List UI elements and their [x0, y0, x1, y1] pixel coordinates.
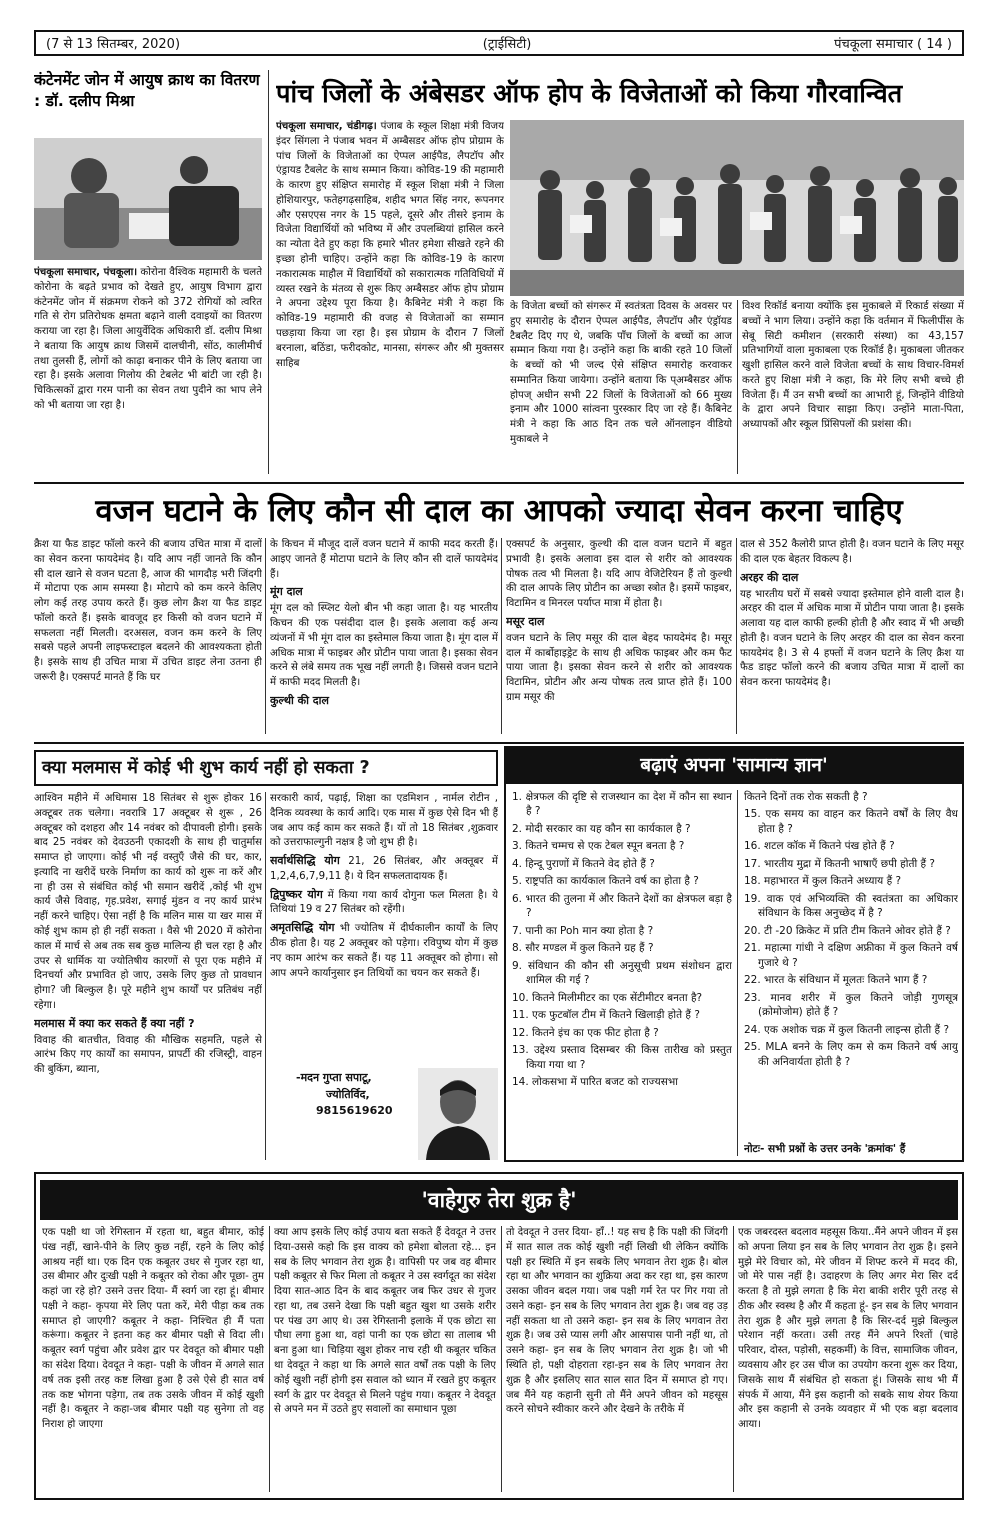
gk-question: 7. पानी का Poh मान क्या होता है ? [512, 924, 654, 937]
author-name: -मदन गुप्ता सपाटू, [296, 1071, 372, 1084]
section-name: (ट्राईसिटी) [482, 37, 532, 52]
issue-date: (7 से 13 सितम्बर, 2020) [46, 37, 181, 52]
waheguru-text-4: एक जबरदस्त बदलाव महसूस किया..मैंने अपने जीवन में इस को अपना लिया इन सब के लिए भगवान तेरा शुक्र है। इसने मुझे मेरे विचार को, मेरे जीवन में शिफ्ट करने में मदद की, जो मेरे पास नहीं है। उदाहरण के लिए अगर मेरा सिर दर्द करता है तो मुझे लगता है कि मेरा बाकी शरीर पूरी तरह से ठीक और स्वस्थ है और मैं कहता हूं- इन सब के लिए भगवान तेरा शुक्र है और मुझे लगता है कि सिर-दर्द मुझे बिल्कुल परेशान नहीं करता। उसी तरह मैंने अपने रिश्तों (चाहे परिवार, दोस्त, पड़ोसी, सहकर्मी) के वित्त, सामाजिक जीवन, व्यवसाय और हर उस चीज का उपयोग करना शुरू कर दिया, जिसके साथ मैं संबंधित हो सकता हूं। जिसके साथ भी मैं संपर्क में आया, मैंने इस कहानी को सबके साथ शेयर किया और इस कहानी से उनके व्यवहार में भी एक बड़ा बदलाव आया। [738, 1227, 958, 1431]
dal-col-1 [34, 538, 262, 738]
gk-question: 24. एक अशोक चक्र में कुल कितनी लाइन्स होती हैं ? [744, 1023, 950, 1036]
hope-col-3 [742, 300, 964, 476]
waheguru-title-bar [40, 1180, 958, 1220]
malmas-subheading: मलमास में क्या कर सकते हैं क्या नहीं ? [34, 1016, 195, 1030]
page-header [34, 30, 964, 56]
malmas-headline-box [34, 750, 498, 786]
dal-headline: वजन घटाने के लिए कौन सी दाल का आपको ज्यादा सेवन करना चाहिए [95, 493, 903, 529]
ayush-headline: कंटेनमेंट जोन में आयुष क्राथ का वितरण : डॉ. दलीप मिश्रा [34, 71, 260, 110]
hope-col-2 [510, 300, 732, 476]
gk-question: 11. एक फुटबॉल टीम में कितने खिलाड़ी होते हैं ? [512, 1009, 700, 1022]
waheguru-col-4 [738, 1226, 958, 1494]
hope-text-2: के विजेता बच्चों को संगरूर में स्वतंत्रता दिवस के अवसर पर हुए समारोह के दौरान ऐप्पल आईपैड, लैपटॉप और एंड्रॉयड टैबलैट दिए गए थे, जबकि पाँच जिलों के बच्चों का आज सम्मान किया गया है। उन्होंने कहा कि बाकी रहते 10 जिलों के बच्चों को भी जल्द ऐसे संक्षिप्त समारोह करवाकर सम्मानित किया जायेगा। उन्होंने बताया कि प्अम्बैसडर ऑफ होपज् अधीन सभी 22 जिलों के विजेताओं को 66 मुख्य इनाम और 1000 सांत्वना पुरस्कार दिए जा रहे हैं। कैबिनेट मंत्री ने कहा कि आठ दिन तक चले ऑनलाइन वीडियो मुकाबले ने [510, 301, 732, 446]
gk-question: 18. महाभारत में कुल कितने अध्याय हैं ? [744, 875, 902, 888]
gk-note: नोटः- सभी प्रश्नों के उत्तर उनके 'क्रमांक' हैं [744, 1143, 906, 1155]
gk-question: 25. MLA बनने के लिए कम से कम कितने वर्ष आयु की अनिवार्यता होती है ? [744, 1041, 958, 1068]
gk-question: 22. भारत के संविधान में मूलतः कितने भाग हैं ? [744, 974, 928, 987]
amritsiddhi-text: भी ज्योतिष में दीर्घकालीन कार्यों के लिए ठीक होता है। यह 2 अक्तूबर को पड़ेगा। रविपुष्य योग में कुछ नए काम आरंभ कर सकते हैं। यह 11 अक्तूबर को होगा। सो आप अपने कार्यानुसार इन तिथियों का चयन कर सकते हैं। [270, 923, 498, 979]
author-phone: 9815619620 [316, 1104, 393, 1117]
gk-question: 15. एक समय का वाहन कर कितने वर्षों के लिए वैध होता है ? [744, 808, 958, 835]
dal-text-4b: यह भारतीय घरों में सबसे ज्यादा इस्तेमाल होने वाली दाल है। अरहर की दाल में अधिक मात्रा में प्रोटीन पाया जाता है। इसके अलावा यह दाल काफी हल्की होती है और स्वाद में भी अच्छी होती है। वजन घटाने के लिए अरहर की दाल का सेवन करना फायदेमंद है। 3 से 4 हफ्तों में वजन घटाने के लिए क्रैश या फैड डाइट फॉलो करने की बजाय उचित मात्रा में दालों का सेवन करना फायदेमंद है। [740, 588, 964, 689]
gk-question: 19. वाक एवं अभिव्यक्ति की स्वतंत्रता का अधिकार संविधान के किस अनुच्छेद में है ? [744, 892, 958, 920]
amritsiddhi-heading: अमृतसिद्धि योग [270, 921, 335, 935]
dal-text-3b: वजन घटाने के लिए मसूर की दाल बेहद फायदेमंद है। मसूर दाल में कार्बोहाइड्रेट के साथ ही अधिक फाइबर और कम फैट पाया जाता है। इसका सेवन करने से शरीर को आवश्यक विटामिन, प्रोटीन और अन्य पोषक तत्व प्राप्त होते हैं। 100 ग्राम मसूर की [506, 632, 732, 703]
gk-question: 17. भारतीय मुद्रा में कितनी भाषाएँ छपी होती हैं ? [744, 857, 935, 870]
waheguru-text-1: एक पक्षी था जो रेगिस्तान में रहता था, बहुत बीमार, कोई पंख नहीं, खाने-पीने के लिए कुछ नहीं, रहने के लिए कोई आश्रय नहीं था। एक दिन एक कबूतर उधर से गुजर रहा था, उस बीमार और दुःखी पक्षी ने कबूतर को रोका और पूछा- तुम कहां जा रहे हो? उसने उत्तर दिया- मैं स्वर्ग जा रहा हूं। बीमार पक्षी ने कहा- कृपया मेरे लिए पता करें, मेरी पीड़ा कब तक समाप्त हो जाएगी? कबूतर ने कहा- निश्चित ही मैं पता करूंगा। कबूतर ने इतना कह कर बीमार पक्षी से विदा ली। कबूतर स्वर्ग पहुंचा और प्रवेश द्वार पर देवदूत को बीमार पक्षी का संदेश दिया। देवदूत ने कहा- पक्षी के जीवन में अगले सात वर्ष तक इसी तरह कष्ट लिखा हुआ है उसे ऐसे ही सात वर्ष तक कष्ट भोगना पड़ेगा, तब तक उसके जीवन में कोई खुशी नहीं है। कबूतर ने कहा-जब बीमार पक्षी यह सुनेगा तो वह निराश हो जाएगा [42, 1227, 264, 1431]
gk-question: 4. हिन्दू पुराणों में कितने वेद होते हैं ? [512, 857, 655, 870]
gk-question: कितने दिनों तक रोक सकती है ? [744, 791, 868, 803]
gk-question: 9. संविधान की कौन सी अनुसूची प्रथम संशोधन द्वारा शामिल की गई ? [512, 959, 732, 987]
gk-question: 10. कितने मिलीमीटर का एक सेंटीमीटर बनता है? [512, 991, 703, 1004]
gk-question: 20. टी -20 क्रिकेट में प्रति टीम कितने ओवर होते हैं ? [744, 924, 951, 937]
arhar-dal-heading: अरहर की दाल [740, 570, 799, 584]
hope-photo [510, 120, 964, 296]
waheguru-col-2 [274, 1226, 496, 1494]
masoor-dal-heading: मसूर दाल [506, 614, 545, 628]
ayush-byline: पंचकूला समाचार, पंचकूला। [34, 267, 138, 278]
sarvarthasiddhi-text: 21, 26 सितंबर, और अक्तूबर में 1,2,4,6,7,9,11 है। ये दिन सफलतादायक हैं। [270, 856, 498, 882]
malmas-col-2 [270, 792, 498, 1060]
ayush-photo [34, 138, 262, 260]
sarvarthasiddhi-heading: सर्वार्थसिद्धि योग [270, 854, 340, 868]
malmas-text-1b: विवाह की बातचीत, विवाह की मौखिक सहमति, पहले से आरंभ किए गए कार्यों का समापन, प्रापर्टी की रजिस्ट्री, वाहन की बुकिंग, ब्याना, [34, 1034, 262, 1076]
gk-question: 5. राष्ट्रपति का कार्यकाल कितने वर्ष का होता है ? [512, 875, 699, 888]
gk-question: 14. लोकसभा में पारित बजट को राज्यसभा [512, 1076, 678, 1089]
dwipushkar-text: में किया गया कार्य दोगुना फल मिलता है। ये तिथियां 19 व 27 सितंबर को रहेंगी। [270, 889, 498, 916]
waheguru-text-2: क्या आप इसके लिए कोई उपाय बता सकते हैं देवदूत ने उत्तर दिया-उससे कहो कि इस वाक्य को हमेशा बोलता रहे... इन सब के लिए भगवान तेरा शुक्र है। वापिसी पर जब वह बीमार पक्षी कबूतर से फिर मिला तो कबूतर ने उस स्वर्गदूत का संदेश दिया सात-आठ दिन के बाद कबूतर जब फिर उधर से गुजर रहा था, तब उसने देखा कि पक्षी बहुत खुश था उसके शरीर पर पंख उग आए थे। उस रेगिस्तानी इलाके में एक छोटा सा पौधा लगा हुआ था, वहां पानी का एक छोटा सा तालाब भी बना हुआ था। चिड़िया खुश होकर नाच रही थी कबूतर चकित था देवदूत ने कहा था कि अगले सात वर्षों तक पक्षी के लिए कोई खुशी नहीं होगी इस सवाल को ध्यान में रखते हुए कबूतर स्वर्ग के द्वार पर देवदूत से मिलने पहुंच गया। कबूतर ने देवदूत से अपने मन में उठते हुए सवालों का समाधान पूछा [274, 1227, 496, 1416]
gk-question: 23. मानव शरीर में कुल कितने जोड़ी गुणसूत्र (क्रोमोजोम) होते हैं ? [744, 991, 958, 1019]
malmas-text-1: आश्विन महीने में अधिमास 18 सितंबर से शुरू होकर 16 अक्टूबर तक चलेगा। नवरात्रि 17 अक्टूबर से शुरू , 26 अक्टूबर को दशहरा और 14 नवंबर को दीपावली होगी। इसके बाद 25 नवंबर को देवउठनी एकादशी के साथ ही चातुर्मास समाप्त हो जाएगा। कोई भी नई वस्तुएँ जैसे की घर, कार, इत्यादि ना खरीदें घरके निर्माण का कार्य को शुरू ना करें और ना ही उस से संबंधित कोई भी समान खरीदें ,कोई भी शुभ कार्य जैसे विवाह, गृह.प्रवेश, सगाई मुंडन व नए कार्य प्रारंभ नहीं करने चाहिए। ऐसा नहीं है कि मलिन मास या खर मास में कोई शुभ काम हो ही नहीं सकता । वैसे भी 2020 में कोरोना काल में मार्च से अब तक सब कुछ मालिन्य ही चल रहा है और उपर से धार्मिक या ज्योतिषीय कारणों से पूरा एक महीने में दिनचर्या और प्रभावित हो जाए, उसके लिए कुछ तो प्रावधान होगा? जी बिल्कुल है। पूरे महीने शुभ कार्यों पर प्रतिबंध नहीं रहेगा। [34, 793, 262, 1011]
gk-question: 3. कितने चम्मच से एक टेबल स्पून बनता है ? [512, 840, 685, 853]
ayush-text: कोरोना वैश्विक महामारी के चलते कोरोना के बढ़ते प्रभाव को देखते हुए, आयुष विभाग द्वारा कंटेनमेंट जोन में संक्रमण रोकने को 372 रोगियों को त्वरित गति से रोग प्रतिरोधक क्षमता बढ़ाने वाली दवाइयों का वितरण कराया जा रहा है। जिला आयुर्वेदिक अधिकारी डॉ. दलीप मिश्रा ने बताया कि आयुष क्राथ जिसमें दालचीनी, सोंठ, कालीमीर्च तथा तुलसी हैं, लोगों को काढ़ा बनाकर पीने के लिए बताया जा रहा है। इसके अलावा गिलोय की टेबलेट भी बांटी जा रही है। चिकित्सकों द्वारा गरम पानी का सेवन तथा पुदीने का भाप लेने को भी बताया जा रहा है। [34, 267, 262, 412]
author-title: ज्योतिर्विद, [326, 1087, 370, 1101]
gk-question: 16. शटल कॉक में कितने पंख होते हैं ? [744, 840, 895, 853]
malmas-col-1 [34, 792, 262, 1164]
ayush-body [34, 266, 262, 476]
gk-title: बढ़ाएं अपना 'सामान्य ज्ञान' [640, 754, 828, 776]
dal-col-4 [740, 538, 964, 738]
newspaper-page [34, 30, 964, 1500]
hope-byline: पंचकूला समाचार, चंडीगढ़। [276, 121, 377, 132]
waheguru-title: 'वाहेगुरु तेरा शुक्र है' [421, 1188, 577, 1212]
waheguru-text-3: तो देवदूत ने उत्तर दिया- हाँ..! यह सच है कि पक्षी की जिंदगी में सात साल तक कोई खुशी नहीं लिखी थी लेकिन क्योंकि पक्षी हर स्थिति में इन सबके लिए भगवान तेरा शुक्र है। बोल रहा था और भगवान का शुक्रिया अदा कर रहा था, इस कारण उसका जीवन बदल गया। जब पक्षी गर्म रेत पर गिर गया तो उसने कहा- इन सब के लिए भगवान तेरा शुक्र है। जब वह उड़ नहीं सकता था तो उसने कहा- इन सब के लिए भगवान तेरा शुक्र है। जब उसे प्यास लगी और आसपास पानी नहीं था, तो उसने कहा- इन सब के लिए भगवान तेरा शुक्र है। जो भी स्थिति हो, पक्षी दोहराता रहा-इन सब के लिए भगवान तेरा शुक्र है और इसलिए सात साल सात दिन में समाप्त हो गए। जब मैंने यह कहानी सुनी तो मैंने अपने जीवन को महसूस करने सोचने स्वीकार करने और देखने के तरीके में [506, 1227, 728, 1416]
dal-col-2 [270, 538, 498, 738]
paper-name: पंचकूला समाचार [834, 37, 913, 52]
hope-col-1 [276, 120, 504, 474]
dal-text-1: क्रैश या फैड डाइट फॉलो करने की बजाय उचित मात्रा में दालों का सेवन करना फायदेमंद है। यदि आप नहीं जानते कि कौन सी दाल खाने से वजन घटता है, आज की भागदौड़ भरी जिंदगी में मोटापा एक आम समस्या है। मोटापे को कम करने केलिए लोग कई तरह उपाय करते हैं। कुछ लोग क्रैश या फैड डाइट फॉलो करते हैं। इसके बावजूद हर किसी को वजन घटाने में सफलता नहीं मिलती। दरअसल, वजन कम करने के लिए सबसे पहले अपनी लाइफस्टाइल बदलने की आवश्यकता होती है। इसके साथ ही उचित मात्रा में उचित डाइट लेना उतना ही जरूरी है। एक्सपर्ट मानते हैं कि घर [34, 539, 262, 684]
dwipushkar-heading: द्विपुष्कर योग [270, 887, 323, 901]
paper-name-page [834, 34, 952, 52]
hope-text-1: पंजाब के स्कूल शिक्षा मंत्री विजय इंदर सिंगला ने पंजाब भवन में अम्बैसडर ऑफ होप प्रोग्राम के पांच जिलों के विजेताओं का ऐप्पल आईपैड, लैपटॉप और एंड्रायड टैबलेट के साथ सम्मान किया। कोविड-19 की महामारी के कारण हुए संक्षिप्त समारोह में स्कूल शिक्षा मंत्री ने जिला होशियारपुर, फतेहगढ़साहिब, शहीद भगत सिंह नगर, रूपनगर और एसएएस नगर के 15 पहले, दूसरे और तीसरे इनाम के विजेता विद्यार्थियों को भविष्य में और उपलब्धियां हासिल करने का न्योता देते हुए कहा कि हमारे भीतर हमेशा सीखते रहने की इच्छा होनी चाहिए। उन्होंने कहा कि कोविड-19 के कारण नकारात्मक माहौल में विद्यार्थियों को सकारात्मक गतिविधियों में व्यस्त रखने के मंतव्य से शुरू किए अम्बैसडर ऑफ होप प्रोग्राम ने अपना उद्देश्य पूरा किया है। कैबिनेट मंत्री ने कहा कि कोविड-19 महामारी की वजह से विजेताओं का सम्मान पछड़ाया किया जा रहा है। इस प्रोग्राम के दौरान 7 जिलों बरनाला, बठिंडा, फरीदकोट, मानसा, संगरूर और श्री मुक्तसर साहिब [276, 121, 504, 369]
gk-question: 21. महात्मा गांधी ने दक्षिण अफ्रीका में कुल कितने वर्ष गुजारे थे ? [744, 942, 958, 969]
gk-question: 13. उद्देश्य प्रस्ताव दिसम्बर की किस तारीख को प्रस्तुत किया गया था ? [512, 1044, 732, 1071]
kulthi-dal-heading: कुल्थी की दाल [270, 693, 329, 707]
gk-question: 12. कितने इंच का एक फीट होता है ? [512, 1026, 659, 1039]
author-photo [418, 1068, 498, 1160]
malmas-author-block [296, 1070, 416, 1150]
gk-left-list [512, 790, 732, 1158]
dal-text-2b: मूंग दल को स्प्लिट येलो बीन भी कहा जाता है। यह भारतीय किचन की एक पसंदीदा दाल है। इसके अलावा कई अन्य व्यंजनों में भी मूंग दाल का इस्तेमाल किया जाता है। मूंग दाल में अधिक मात्रा में फाइबर और प्रोटीन पाया जाता है। इसका सेवन करने से लंबे समय तक भूख नहीं लगती है। जिससे वजन घटाने में काफी मदद मिलती है। [270, 603, 498, 689]
dal-col-3 [506, 538, 732, 738]
gk-title-bar [504, 746, 964, 784]
gk-question: 2. मोदी सरकार का यह कौन सा कार्यकाल है ? [512, 822, 691, 835]
dal-text-2a: के किचन में मौजूद दालें वजन घटाने में काफी मदद करती हैं। आइए जानते हैं मोटापा घटाने के लिए कौन सी दालें फायदेमंद हैं। [270, 539, 498, 580]
malmas-text-2: सरकारी कार्य, पढ़ाई, शिक्षा का एडमिशन , नार्मल रोटीन , दैनिक व्यवस्था के कार्य आदि। एक मास में कुछ ऐसे दिन भी हैं जब आप कई काम कर सकते हैं। यों तो 18 सितंबर ,शुक्रवार को उत्तराफाल्गुनी नक्षत्र है जो शुभ ही है। [270, 793, 498, 849]
page-number: ( 14 ) [917, 37, 952, 52]
gk-question: 8. सौर मण्डल में कुल कितने ग्रह हैं ? [512, 942, 654, 955]
waheguru-col-1 [42, 1226, 264, 1494]
waheguru-col-3 [506, 1226, 728, 1494]
malmas-headline: क्या मलमास में कोई भी शुभ कार्य नहीं हो सकता ? [42, 758, 370, 778]
dal-text-4a: दाल से 352 कैलोरी प्राप्त होती है। वजन घटाने के लिए मसूर की दाल एक बेहतर विकल्प है। [740, 539, 964, 565]
gk-question: 1. क्षेत्रफल की दृष्टि से राजस्थान का देश में कौन सा स्थान है ? [512, 791, 732, 818]
gk-question: 6. भारत की तुलना में और कितने देशों का क्षेत्रफल बड़ा है ? [512, 892, 732, 920]
hope-headline: पांच जिलों के अंबेसडर ऑफ होप के विजेताओं को किया गौरवान्वित [276, 79, 903, 109]
dal-text-3a: एक्सपर्ट के अनुसार, कुल्थी की दाल वजन घटाने में बहुत प्रभावी है। इसके अलावा इस दाल से शरीर को आवश्यक पोषक तत्व भी मिलता है। यदि आप वेजिटेरियन हैं तो कुल्थी की दाल आपके लिए प्रोटीन का अच्छा स्त्रोत है। इसमें फाइबर, विटामिन व मिनरल पर्याप्त मात्रा में होता है। [506, 539, 732, 610]
gk-right-list [744, 790, 958, 1142]
hope-text-3: विश्व रिकॉर्ड बनाया क्योंकि इस मुकाबले में रिकार्ड संख्या में बच्चों ने भाग लिया। उन्होंने कहा कि वर्तमान में फिलीपींस के सेबू सिटी कमीशन (सरकारी संस्था) का 43,157 प्रतिभागियों वाला मुकाबला एक रिकॉर्ड है। मुकाबला जीतकर खुशी हासिल करने वाले विजेता बच्चों के साथ विचार-विमर्श करते हुए शिक्षा मंत्री ने कहा, कि मेरे लिए सभी बच्चे ही विजेता हैं। मैं उन सभी बच्चों का आभारी हूं, जिन्होंने वीडियो के द्वारा अपने विचार साझा किए। उन्होंने माता-पिता, अध्यापकों और स्कूल प्रिंसिपलों की प्रशंसा की। [742, 301, 964, 431]
moong-dal-heading: मूंग दाल [270, 585, 303, 599]
